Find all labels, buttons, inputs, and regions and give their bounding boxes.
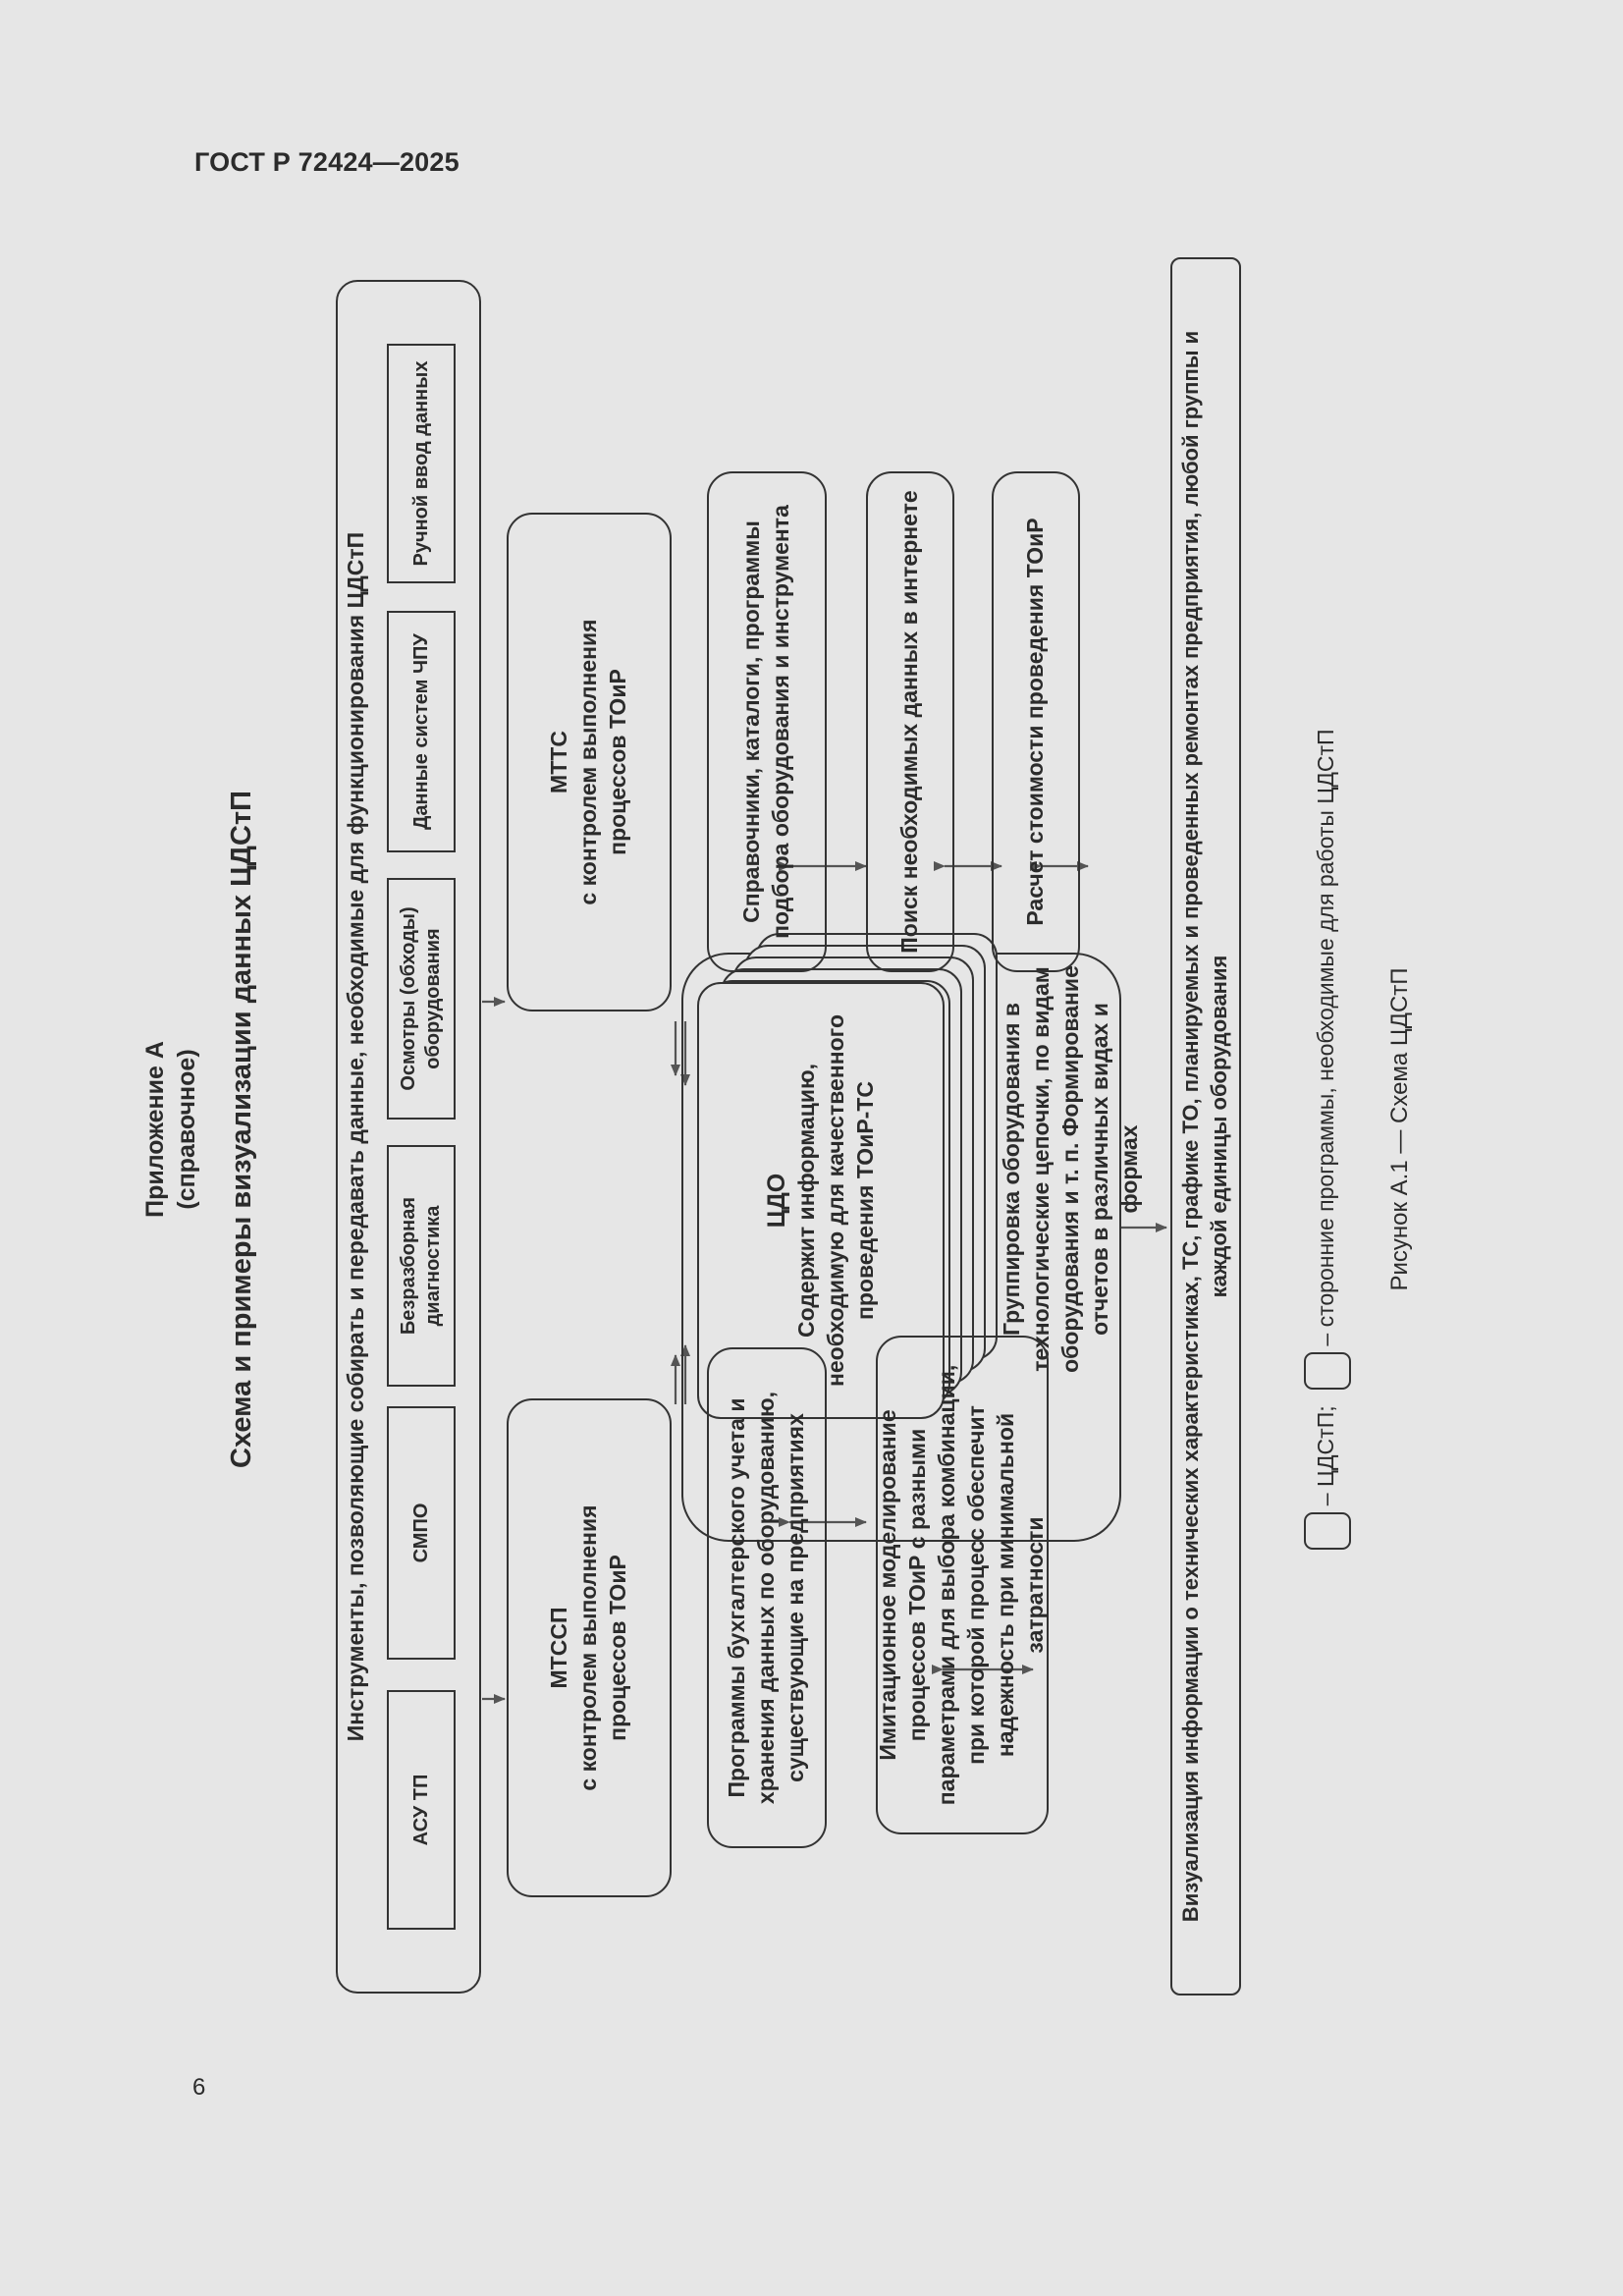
mtts-title: МТТС (546, 731, 572, 793)
cdo-text: Содержит информацию, необходимую для качественного проведения ТОиР-ТС (793, 1013, 879, 1388)
accounting-box: Программы бухгалтерского учета и хранения данных по оборудованию, существующие на предприятиях (707, 1347, 827, 1848)
tool-asu-tp: АСУ ТП (387, 1690, 456, 1930)
legend-external-label: – сторонние программы, необходимые для работы ЦДСтП (1313, 729, 1339, 1346)
appendix-title: Схема и примеры визуализации данных ЦДСтП (226, 791, 257, 1468)
rotated-figure (141, 147, 1453, 2111)
tool-diagnostics: Безразборная диагностика (387, 1145, 456, 1387)
legend-swatch-external (1304, 1352, 1351, 1390)
appendix-label: Приложение А (141, 1041, 169, 1218)
legend (1304, 167, 1351, 2111)
page-number: 6 (192, 2074, 206, 2101)
cdo-grouping-text: Группировка оборудования в технологические цепочки, по видам оборудования и т. п. Формирование отчетов в различных видах и формах (999, 965, 1142, 1373)
mtts-text: с контролем выполнения процессов ТОиР (575, 619, 630, 905)
cdo-title: ЦДО (762, 1173, 790, 1229)
tools-group-title: Инструменты, позволяющие собирать и передавать данные, необходимые для функционирования ЦДСтП (343, 531, 368, 1742)
simulation-box: Имитационное моделирование процессов ТОиР с разными параметрами для выбора комбинации, при которой процесс обеспечит надежность при минимальной затратности (876, 1336, 1049, 1834)
tool-smpo: СМПО (387, 1406, 456, 1660)
mtssp-box (507, 1398, 672, 1897)
catalogs-box: Справочники, каталоги, программы подбора оборудования и инструмента (707, 471, 827, 972)
mtssp-text: с контролем выполнения процессов ТОиР (575, 1504, 630, 1791)
internet-search-box: Поиск необходимых данных в интернете (866, 471, 954, 972)
mtssp-title: МТССП (546, 1607, 572, 1689)
figure-caption: Рисунок А.1 — Схема ЦДСтП (1386, 967, 1413, 1291)
tool-inspections: Осмотры (обходы) оборудования (387, 878, 456, 1120)
legend-swatch-cdstp (1304, 1512, 1351, 1550)
tool-cnc-data: Данные систем ЧПУ (387, 611, 456, 852)
legend-cdstp-label: – ЦДСтП; (1313, 1405, 1339, 1506)
visualization-box: Визуализация информации о технических характеристиках, ТС, графике ТО, планируемых и проведенных ремонтах предприятия, любой группы и каждой единицы оборудования (1170, 257, 1241, 1995)
appendix-note: (справочное) (173, 1049, 200, 1210)
doc-code: ГОСТ Р 72424—2025 (194, 147, 460, 177)
mtts-box (507, 513, 672, 1011)
tool-manual-input: Ручной ввод данных (387, 344, 456, 583)
cost-calc-box: Расчет стоимости проведения ТОиР (992, 471, 1080, 972)
